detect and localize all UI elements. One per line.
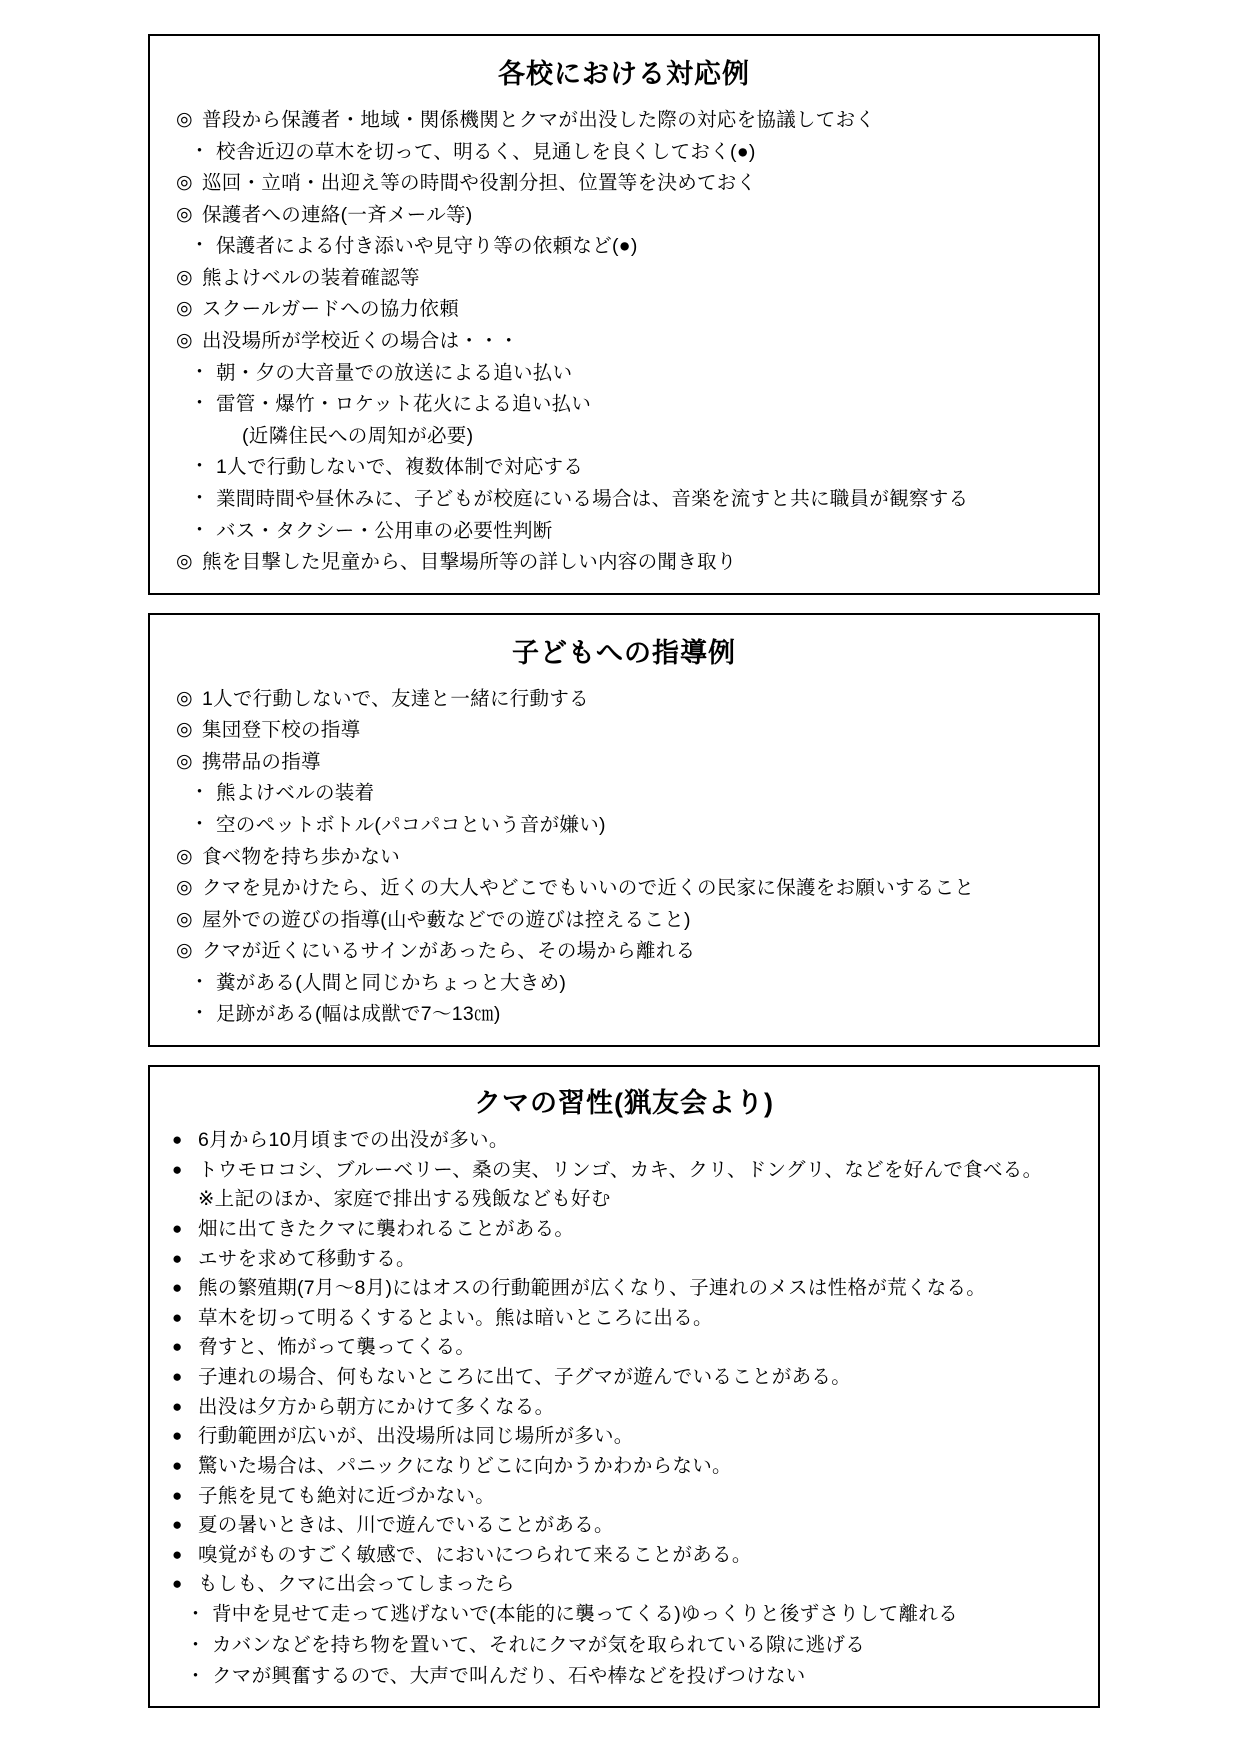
list-item [176, 810, 1080, 842]
list-item [172, 1631, 1080, 1662]
list-item-text: 1人で行動しないで、複数体制で対応する [216, 456, 584, 479]
list-item [176, 137, 1080, 169]
double-circle-bullet-icon: ◎ [176, 330, 193, 352]
list-item [176, 905, 1080, 937]
list-item-text: もしも、クマに出会ってしまったら [198, 1573, 515, 1596]
list-item [176, 326, 1080, 358]
list-item-text: 1人で行動しないで、友達と一緒に行動する [202, 687, 589, 710]
filled-circle-bullet-icon: ● [172, 1218, 183, 1238]
double-circle-bullet-icon: ◎ [176, 172, 193, 194]
double-circle-bullet-icon: ◎ [176, 687, 193, 709]
list-item-text: 熊を目撃した児童から、目撃場所等の詳しい内容の聞き取り [202, 551, 737, 574]
dot-bullet-icon: ・ [190, 971, 210, 993]
dot-bullet-icon: ・ [186, 1634, 206, 1656]
dot-bullet-icon: ・ [190, 393, 210, 415]
filled-circle-bullet-icon: ● [172, 1544, 183, 1564]
filled-circle-bullet-icon: ● [172, 1337, 183, 1357]
double-circle-bullet-icon: ◎ [176, 877, 193, 899]
filled-circle-bullet-icon: ● [172, 1278, 183, 1298]
list-item-text: 熊よけベルの装着確認等 [202, 266, 420, 289]
list-item-text: (近隣住民への周知が必要) [242, 424, 474, 447]
list-item [172, 1215, 1080, 1245]
list-item-text: エサを求めて移動する。 [198, 1247, 416, 1270]
list-item-text: 背中を見せて走って逃げないで(本能的に襲ってくる)ゆっくりと後ずさりして離れる [212, 1603, 958, 1626]
section-child-guidance [148, 613, 1100, 1047]
list-item-text: トウモロコシ、ブルーベリー、桑の実、リンゴ、カキ、クリ、ドングリ、などを好んで食べる。 [198, 1158, 1043, 1181]
section-school-response [148, 34, 1100, 595]
list-item [176, 999, 1080, 1031]
list-item-text: 朝・夕の大音量での放送による追い払い [216, 361, 573, 384]
dot-bullet-icon: ・ [190, 519, 210, 541]
list-item-text: クマが興奮するので、大声で叫んだり、石や棒などを投げつけない [212, 1664, 806, 1687]
dot-bullet-icon: ・ [190, 140, 210, 162]
dot-bullet-icon: ・ [190, 361, 210, 383]
list-item-text: 雷管・爆竹・ロケット花火による追い払い [216, 393, 592, 416]
list-item-text: 子熊を見ても絶対に近づかない。 [198, 1484, 496, 1507]
list-item-text: 集団登下校の指導 [202, 719, 361, 742]
list-item [176, 715, 1080, 747]
dot-bullet-icon: ・ [190, 782, 210, 804]
list-item-text: 携帯品の指導 [202, 750, 321, 773]
list-item-text: スクールガードへの協力依頼 [202, 298, 460, 321]
double-circle-bullet-icon: ◎ [176, 203, 193, 225]
list-item [176, 547, 1080, 579]
list-item-text: 業間時間や昼休みに、子どもが校庭にいる場合は、音楽を流すと共に職員が観察する [216, 487, 969, 510]
double-circle-bullet-icon: ◎ [176, 719, 193, 741]
list-item [176, 778, 1080, 810]
list-item-text: カバンなどを持ち物を置いて、それにクマが気を取られている隙に逃げる [212, 1633, 866, 1656]
list-item [176, 231, 1080, 263]
list-item-text: 普段から保護者・地域・関係機関とクマが出没した際の対応を協議しておく [202, 109, 876, 131]
list-item [176, 747, 1080, 779]
filled-circle-bullet-icon: ● [172, 1307, 183, 1327]
filled-circle-bullet-icon: ● [172, 1396, 183, 1416]
item-list [150, 684, 1098, 1031]
list-item [176, 968, 1080, 1000]
dot-bullet-icon: ・ [190, 487, 210, 509]
list-item-text: ※上記のほか、家庭で排出する残飯なども好む [198, 1188, 611, 1211]
list-item [176, 842, 1080, 874]
list-item-text: 子連れの場合、何もないところに出て、子グマが遊んでいることがある。 [198, 1366, 852, 1389]
list-item [172, 1333, 1080, 1363]
filled-circle-bullet-icon: ● [172, 1367, 183, 1387]
list-item-text: クマを見かけたら、近くの大人やどこでもいいので近くの民家に保護をお願いすること [202, 877, 975, 900]
list-item [172, 1570, 1080, 1600]
list-item-text: 熊の繁殖期(7月～8月)にはオスの行動範囲が広くなり、子連れのメスは性格が荒くなる。 [198, 1277, 987, 1300]
list-item [176, 294, 1080, 326]
dot-bullet-icon: ・ [190, 235, 210, 257]
dot-bullet-icon: ・ [190, 1003, 210, 1025]
list-item-text: 草木を切って明るくするとよい。熊は暗いところに出る。 [198, 1306, 713, 1329]
double-circle-bullet-icon: ◎ [176, 908, 193, 930]
double-circle-bullet-icon: ◎ [176, 940, 193, 962]
list-item [172, 1662, 1080, 1693]
list-item-text: 屋外での遊びの指導(山や藪などでの遊びは控えること) [202, 908, 691, 931]
filled-circle-bullet-icon: ● [172, 1515, 183, 1535]
section-title: 子どもへの指導例 [512, 637, 736, 668]
item-list [150, 105, 1098, 579]
dot-bullet-icon: ・ [190, 813, 210, 835]
double-circle-bullet-icon: ◎ [176, 750, 193, 772]
list-item [172, 1393, 1080, 1423]
list-item [176, 873, 1080, 905]
list-item-text: バス・タクシー・公用車の必要性判断 [216, 519, 553, 542]
list-item [172, 1304, 1080, 1334]
list-item-text: 行動範囲が広いが、出没場所は同じ場所が多い。 [198, 1425, 634, 1448]
section-title: クマの習性(猟友会より) [474, 1088, 774, 1119]
section-bear-habits [148, 1065, 1100, 1708]
list-item [176, 200, 1080, 232]
item-list [150, 1126, 1098, 1692]
list-item [172, 1185, 1080, 1215]
list-item-text: 校舎近辺の草木を切って、明るく、見通しを良くしておく(●) [216, 140, 756, 163]
list-item [172, 1541, 1080, 1571]
double-circle-bullet-icon: ◎ [176, 298, 193, 320]
list-item [172, 1452, 1080, 1482]
list-item-text: 巡回・立哨・出迎え等の時間や役割分担、位置等を決めておく [202, 172, 757, 195]
list-item [176, 105, 1080, 137]
list-item-text: 出没は夕方から朝方にかけて多くなる。 [198, 1395, 555, 1418]
section-title: 各校における対応例 [498, 59, 750, 89]
list-item-text: 畑に出てきたクマに襲われることがある。 [198, 1217, 575, 1240]
list-item-text: 嗅覚がものすごく敏感で、においにつられて来ることがある。 [198, 1543, 752, 1566]
double-circle-bullet-icon: ◎ [176, 266, 193, 288]
list-item-text: 食べ物を持ち歩かない [202, 845, 401, 868]
double-circle-bullet-icon: ◎ [176, 551, 193, 573]
list-item [176, 421, 1080, 453]
list-item-text: 熊よけベルの装着 [216, 782, 375, 805]
list-item [176, 168, 1080, 200]
list-item [172, 1511, 1080, 1541]
list-item-text: 驚いた場合は、パニックになりどこに向かうかわからない。 [198, 1454, 732, 1477]
list-item [172, 1363, 1080, 1393]
list-item-text: 6月から10月頃までの出没が多い。 [198, 1129, 509, 1152]
list-item [176, 358, 1080, 390]
list-item-text: 足跡がある(幅は成獣で7～13㎝) [216, 1003, 501, 1026]
list-item [176, 452, 1080, 484]
filled-circle-bullet-icon: ● [172, 1130, 183, 1150]
list-item [172, 1482, 1080, 1512]
dot-bullet-icon: ・ [190, 456, 210, 478]
list-item-text: 保護者への連絡(一斉メール等) [202, 203, 473, 226]
list-item [176, 936, 1080, 968]
double-circle-bullet-icon: ◎ [176, 109, 193, 130]
list-item [172, 1245, 1080, 1275]
list-item [176, 484, 1080, 516]
filled-circle-bullet-icon: ● [172, 1159, 183, 1179]
list-item [172, 1126, 1080, 1156]
list-item-text: クマが近くにいるサインがあったら、その場から離れる [202, 940, 696, 963]
filled-circle-bullet-icon: ● [172, 1485, 183, 1505]
filled-circle-bullet-icon: ● [172, 1248, 183, 1268]
filled-circle-bullet-icon: ● [172, 1574, 183, 1594]
list-item [172, 1422, 1080, 1452]
list-item [176, 263, 1080, 295]
list-item [172, 1274, 1080, 1304]
list-item [176, 389, 1080, 421]
list-item [176, 516, 1080, 548]
filled-circle-bullet-icon: ● [172, 1455, 183, 1475]
list-item [176, 684, 1080, 716]
list-item [172, 1600, 1080, 1631]
double-circle-bullet-icon: ◎ [176, 845, 193, 867]
list-item [172, 1156, 1080, 1186]
list-item-text: 空のペットボトル(パコパコという音が嫌い) [216, 813, 606, 836]
dot-bullet-icon: ・ [186, 1604, 206, 1626]
dot-bullet-icon: ・ [186, 1665, 206, 1687]
filled-circle-bullet-icon: ● [172, 1426, 183, 1446]
list-item-text: 夏の暑いときは、川で遊んでいることがある。 [198, 1514, 614, 1537]
list-item-text: 脅すと、怖がって襲ってくる。 [198, 1336, 476, 1359]
list-item-text: 保護者による付き添いや見守り等の依頼など(●) [216, 235, 638, 258]
list-item-text: 出没場所が学校近くの場合は・・・ [202, 330, 519, 353]
list-item-text: 糞がある(人間と同じかちょっと大きめ) [216, 971, 567, 994]
